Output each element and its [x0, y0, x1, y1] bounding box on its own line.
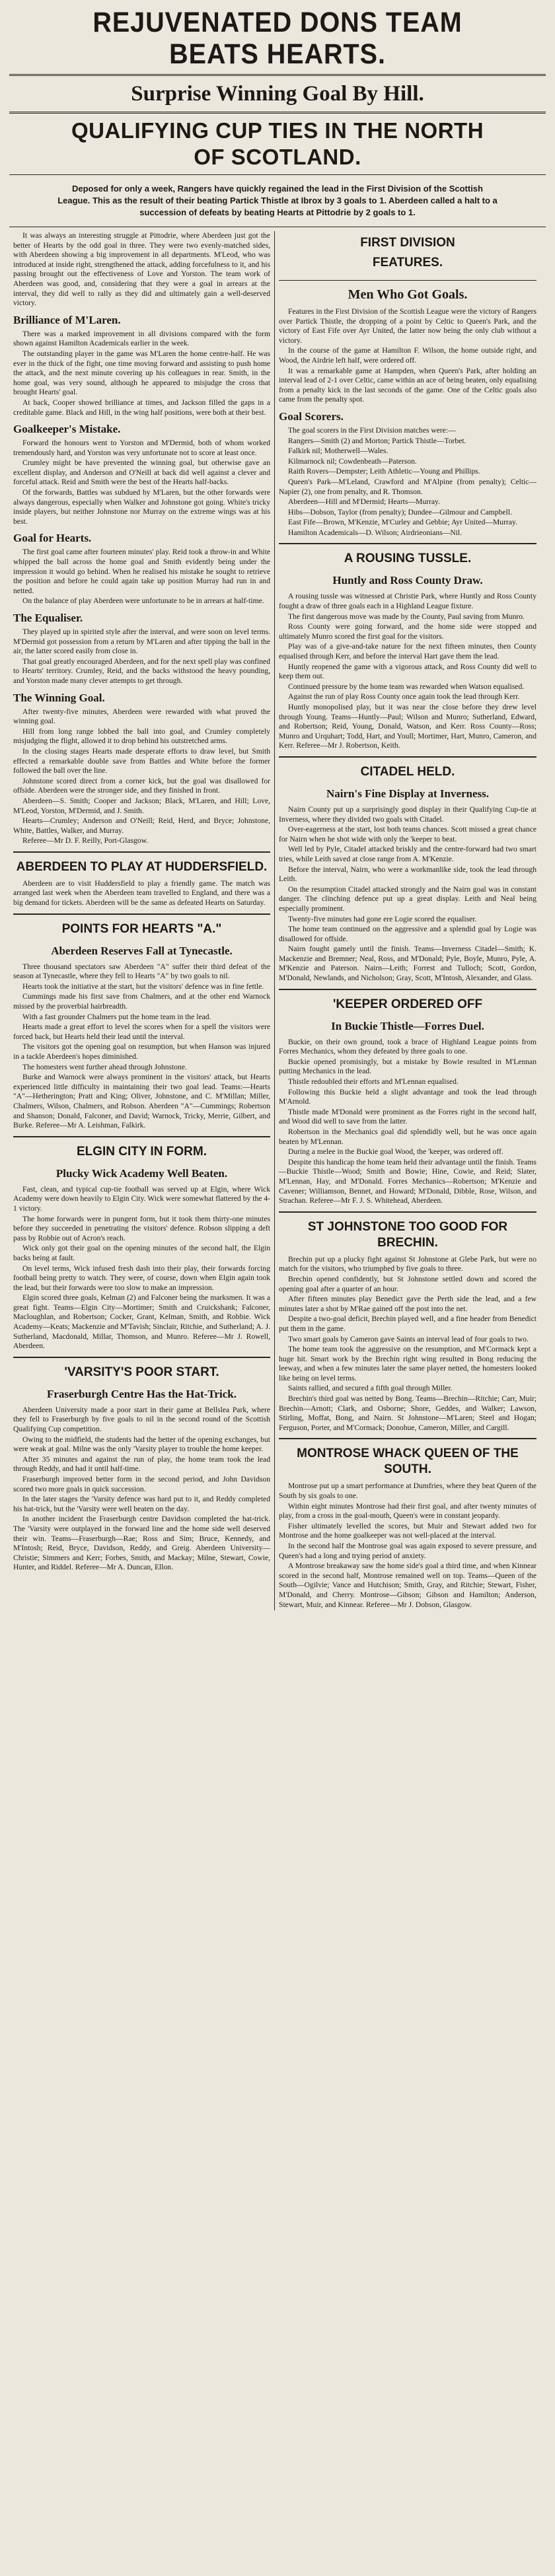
varsity-deck: Fraserburgh Centre Has the Hat-Trick. [47, 1387, 237, 1400]
separator [13, 1357, 270, 1358]
paragraphs-keeper-ordered-off [279, 1038, 536, 1206]
paragraph: The first goal came after fourteen minutes' play. Reid took a throw-in and White whipped the ball across the home goal and Smith evidently being under the impression it would go behind. When he realised his mistake he sought to retrieve the position and before he could again take up position Murray had run in and netted. [13, 548, 270, 595]
paragraph: There was a marked improvement in all divisions compared with the form shown against Hamilton Academicals earlier in the week. [13, 329, 270, 348]
paragraph: In another incident the Fraserburgh centre Davidson completed the hat-trick. The 'Varsity were outplayed in the forward line and the home side well deserved their win. Teams—Fraserburgh—Rae; Ross and Sim; Bruce, Kennedy, and M'Intosh; Reid, Bryce, Davidson, Reddy, and Greig. Aberdeen University—Christie; Simmers and Kerr; Forbes, Smith, and Mackay; Milne, Stewart, Cowie, Hunter, and Riddel. Referee—Mr A. Duncan, Ellon. [13, 1515, 270, 1572]
paragraph: It was a remarkable game at Hampden, when Queen's Park, after holding an interval lead of 2-1 over Celtic, came within an ace of being beaten, only equalising from a penalty kick in the last seconds of the game. One of the Celtic goals also came from the penalty spot. [279, 366, 536, 404]
montrose-headline: MONTROSE WHACK QUEEN OF THE SOUTH. [297, 1447, 519, 1477]
paragraph: Before the interval, Nairn, who were a workmanlike side, took the lead through Leith. [279, 865, 536, 884]
paragraph: East Fife—Brown, M'Kenzie, M'Curley and Gebbie; Ayr United—Murray. [288, 518, 517, 527]
paragraph: The goal scorers in the First Division matches were:— [288, 425, 456, 435]
paragraph: Following this Buckie held a slight advantage and took the lead through M'Arnold. [279, 1087, 536, 1106]
citadel-deck: Nairn's Fine Display at Inverness. [326, 787, 490, 800]
paragraph: Despite this handicap the home team held their advantage until the finish. Teams—Buckie Thistle—Wood; Smith and Bowie; Hine, Cowie, and Reid; Slater, M'Lennan, Hay, and M'Donald. Forres Mechanics—Robertson; M'Kenzie and Cavener; Williamson, Bennet, and Howard; M'Donald, Dibble, Rose, Wilson, and Strachan. Referee—Mr F. J. S. Whitehead, Aberdeen. [279, 1157, 536, 1205]
paragraph: Crumley might be have prevented the winning goal, but otherwise gave an excellent display, and Anderson and O'Neill at back did well against a clever and forceful attack. Reid and Smith were the best of the Hearts half-backs. [13, 458, 270, 487]
paragraph: They played up in spirited style after the interval, and were soon on level terms. M'Dermid got possession from a return by M'Laren and after tipping the ball in the air, the latter scored easily from close in. [13, 627, 270, 656]
paragraph: Features in the First Division of the Scottish League were the victory of Rangers over Partick Thistle, the dropping of a point by Celtic to Queen's Park, and the victory of East Fife over Ayr United, the latter now being the only club without a victory. [279, 307, 536, 345]
keeper-ordered-off-headline: 'KEEPER ORDERED OFF [332, 997, 483, 1011]
paragraph: With a fast grounder Chalmers put the home team in the lead. [22, 1012, 211, 1021]
rule [9, 74, 546, 76]
separator [279, 1438, 536, 1439]
paragraph: A rousing tussle was witnessed at Christie Park, where Huntly and Ross County fought a draw of three goals each in a Highland League fixture. [279, 592, 536, 611]
paragraph: Falkirk nil; Motherwell—Wales. [288, 447, 388, 456]
paragraph: Three thousand spectators saw Aberdeen "A" suffer their third defeat of the season at Tynecastle, where they fell to Hearts "A" by two goals to nil. [13, 962, 270, 981]
paragraph: At back, Cooper showed brilliance at times, and Jackson filled the gaps in a creditable game. Black and Hill, in the wing half positions, were both at their best. [13, 398, 270, 417]
paragraphs-st-johnstone [279, 1255, 536, 1433]
paragraph: Johnstone scored direct from a corner kick, but the goal was disallowed for offside. Aberdeen were the stronger side, and they finished in front. [13, 776, 270, 795]
separator [13, 851, 270, 853]
paragraph: Within eight minutes Montrose had their first goal, and after twenty minutes of play, from a cross in the goal-mouth, Queen's were in constant jeopardy. [279, 1501, 536, 1521]
paragraph: Owing to the midfield, the students had the better of the opening exchanges, but were weak at goal. Milne was the only 'Varsity player to trouble the home keeper. [13, 1435, 270, 1454]
paragraph: Huntly monopolised play, but it was near the close before they drew level through Young. Teams—Huntly—Paul; Wilson and Munro; Sutherland, Edward, and Robertson; Reid, Young, Donald, Watson, and Kerr. Ross County—Ross; Munro and Urquhart; Todd, Hart, and Youll; Mortimer, Hart, Munro, Cameron, and Kerr. Referee—Mr J. Robertson, Keith. [279, 703, 536, 750]
paragraph: In the later stages the 'Varsity defence was hard put to it, and Reddy completed his hat-trick, but the 'Varsity were well beaten on the day. [13, 1495, 270, 1513]
subhead-goal-hearts: Goal for Hearts. [13, 532, 92, 545]
paragraph: Elgin scored three goals, Kelman (2) and Falconer being the marksmen. It was a great fight. Teams—Elgin City—Mortimer; Smith and Cruickshank; Falconer, Macloughlan, and Robertson; Cocker, Grant, Kelman, Smith, and Robbie. Wick Academy—Keats; Mackenzie and M'Tavish; Sinclair, Ritchie, and Sutherland; A. J. Sutherland, Macdonald, Millar, Thomson, and Munro. Referee—Mr J. Rowell, Aberdeen. [13, 1293, 270, 1351]
qualifying-headline-line-2: OF SCOTLAND. [194, 145, 361, 169]
paragraphs-montrose [279, 1482, 536, 1610]
elgin-deck: Plucky Wick Academy Well Beaten. [56, 1166, 228, 1180]
paragraph: Brechin put up a plucky fight against St Johnstone at Glebe Park, but were no match for the visitors, who triumphed by five goals to three. [279, 1254, 536, 1273]
paragraph: Of the forwards, Battles was subdued by M'Laren, but the other forwards were always dangerous, especially when Walker and Johnstone got going. White's tricky inside players, but neither Johnstone nor Murray on the extreme wings was at his best. [13, 488, 270, 526]
left-column [9, 231, 275, 1610]
st-johnstone-headline: ST JOHNSTONE TOO GOOD FOR BRECHIN. [307, 1219, 508, 1250]
paragraph: Aberdeen—Hill and M'Dermid; Hearts—Murray. [288, 497, 440, 507]
paragraph: That goal greatly encouraged Aberdeen, and for the next spell play was confined to Hearts' territory. Crumley, Reid, and the backs withstood the heavy pounding, and Yorston made many clever attempts to get through. [13, 657, 270, 685]
paragraph: The outstanding player in the game was M'Laren the home centre-half. He was ever in the thick of the fight, one time moving forward and assisting to push home the attack, and the next minute covering up his colleagues in rear. Smith, in the home goal, was very sound, although he appeared to misjudge the cross that brought Hearts' goal. [13, 349, 270, 397]
paragraph: Forward the honours went to Yorston and M'Dermid, both of whom worked tremendously hard, and Yorston was very unfortunate not to score at least once. [13, 439, 270, 457]
paragraph: Hill from long range lobbed the ball into goal, and Crumley completely misjudging the flight, allowed it to drop behind his outstretched arms. [13, 727, 270, 746]
paragraph: Hamilton Academicals—D. Wilson; Airdrieonians—Nil. [288, 528, 462, 537]
paragraph: Hearts—Crumley; Anderson and O'Neill; Reid, Herd, and Bryce; Johnstone, White, Battles, Walker, and Murray. [13, 816, 270, 835]
paragraph: The visitors got the opening goal on resumption, but when Hanson was injured in a tackle Aberdeen's hopes diminished. [13, 1042, 270, 1061]
paragraph: In the course of the game at Hamilton F. Wilson, the home outside right, and Wood, the Airdrie left half, were ordered off. [279, 346, 536, 365]
paragraph: Thistle made M'Donald were prominent as the Forres right in the second half, and Wood did well to save from the latter. [279, 1107, 536, 1126]
paragraphs-goal-hearts [13, 548, 270, 606]
qualifying-headline-line-1: QUALIFYING CUP TIES IN THE NORTH [71, 118, 484, 143]
paragraph: After 35 minutes and against the run of play, the home team took the lead through Reddy, and had it until half-time. [13, 1454, 270, 1474]
columns [9, 231, 546, 1610]
paragraph: Brechin's third goal was netted by Bong. Teams—Brechin—Ritchie; Carr, Muir; Brechin—Arnott; Clark, and Osborne; Shore, Geddes, and Walker; Lawson, Stirling, Moffat, Bong, and Nairn. St Johnstone—M'Laren; Steel and Hogan; Ferguson, Porter, and M'Cormack; Donohue, Cameron, Miller, and Cargill. [279, 1394, 536, 1432]
paragraph: Twenty-five minutes had gone ere Logie scored the equaliser. [288, 914, 477, 923]
paragraphs-brilliance [13, 330, 270, 417]
paragraphs-elgin [13, 1185, 270, 1351]
separator [279, 989, 536, 990]
paragraph: Play was of a give-and-take nature for the next fifteen minutes, then County equalised through Kerr, and before the interval Hart gave them the lead. [279, 642, 536, 661]
subhead-winning-goal: The Winning Goal. [13, 691, 105, 704]
paragraph: In the closing stages Hearts made desperate efforts to draw level, but Smith effected a remarkable double save from Battles and White before the former followed the ball over the line. [13, 746, 270, 775]
paragraph: Buckie opened promisingly, but a mistake by Bowie resulted in M'Lennan putting Mechanics in the lead. [279, 1057, 536, 1076]
separator [279, 543, 536, 544]
paragraph: After fifteen minutes play Benedict gave the Perth side the lead, and a few minutes later a shot by M'Rae gained off the post into the net. [279, 1295, 536, 1313]
deck-summary: Deposed for only a week, Rangers have quickly regained the lead in the First Division of the Scottish League. This as the result of their beating Partick Thistle at Ibrox by 3 goals to 1. Aberdeen called a halt to a succession of defeats by beating Hearts at Pittodrie by 2 goals to 1. [57, 184, 498, 217]
paragraph: Aberdeen—S. Smith; Cooper and Jackson; Black, M'Laren, and Hill; Love, M'Leod, Yorston, M'Dermid, and J. Smith. [13, 796, 270, 815]
subheadline-surprise: Surprise Winning Goal By Hill. [131, 82, 424, 106]
paragraph: Saints rallied, and secured a fifth goal through Miller. [288, 1384, 453, 1393]
paragraph: Robertson in the Mechanics goal did splendidly well, but he was once again beaten by M'Lennan. [279, 1127, 536, 1146]
paragraph: Wick only got their goal on the opening minutes of the second half, the Elgin backs being at fault. [13, 1244, 270, 1262]
separator [13, 1136, 270, 1137]
paragraph: On the resumption Citadel attacked strongly and the Nairn goal was in constant danger. The clinching defence put up a great display. Leith and Neal being especially prominent. [279, 884, 536, 913]
paragraph: Continued pressure by the home team was rewarded when Watson equalised. [288, 682, 525, 691]
main-headline-line-2: BEATS HEARTS. [169, 38, 386, 70]
paragraph: After twenty-five minutes, Aberdeen were rewarded with what proved the winning goal. [13, 707, 270, 726]
paragraphs-first-division [279, 307, 536, 405]
right-column [275, 231, 540, 1610]
paragraph: Buckie, on their own ground, took a brace of Highland League points from Forres Mechanics, whom they defeated by three goals to one. [279, 1037, 536, 1056]
points-headline: POINTS FOR HEARTS "A." [61, 921, 222, 936]
paragraph: Aberdeen are to visit Huddersfield to play a friendly game. The match was arranged last week when the Aberdeen team travelled to England, and there was a big demand for tickets. Aberdeen will be the same as defeated Hearts on Saturday. [13, 878, 270, 908]
paragraph: Burke and Warnock were always prominent in the visitors' attack, but Hearts experienced little difficulty in maintaining their two goal lead. Teams:—Hearts "A"—Hetherington; Pratt and King; Oliver, Johnstone, and C. M'Millan; Miller, Chalmers, Wilson, Chalmers, and Robson. Aberdeen "A"—Cummings; Robertson and Shanson; Donald, Falconer, and David; Warnock, Tricky, Merrie, Gilbert, and Burke. Referee—Mr A. Leishman, Falkirk. [13, 1073, 270, 1130]
paragraphs-goal-scorers [279, 426, 536, 538]
main-headline-line-1: REJUVENATED DONS TEAM [92, 7, 462, 38]
paragraphs-rousing-tussle [279, 592, 536, 751]
rule [9, 174, 546, 175]
paragraph: Fast, clean, and typical cup-tie football was served up at Elgin, where Wick Academy were down heavily to Elgin City. Wick were somewhat flattered by the 4-1 victory. [13, 1184, 270, 1213]
paragraphs-citadel [279, 805, 536, 984]
paragraph: Fraserburgh improved better form in the second period, and John Davidson scored two more goals in quick succession. [13, 1475, 270, 1493]
paragraph: The first dangerous move was made by the County, Paul saving from Munro. [288, 612, 525, 621]
subhead-goal-scorers: Goal Scorers. [279, 410, 344, 423]
paragraph: Aberdeen University made a poor start in their game at Bellslea Park, where they fell to Fraserburgh by five goals to nil in the second round of the Scottish Qualifying Cup competition. [13, 1405, 270, 1434]
first-division-headline-2: FEATURES. [372, 256, 443, 269]
elgin-headline: ELGIN CITY IN FORM. [76, 1144, 207, 1159]
paragraph: In the second half the Montrose goal was again exposed to severe pressure, and Queen's had a long and trying period of anxiety. [279, 1542, 536, 1560]
paragraphs-equaliser [13, 627, 270, 686]
paragraph: Hibs—Dobson, Taylor (from penalty); Dundee—Gilmour and Campbell. [288, 507, 512, 517]
paragraph: The home forwards were in pungent form, but it took them thirty-one minutes before they succeeded in penetrating the visitors' defence. Robson slipping a deft pass by Robbie out of Acron's reach. [13, 1214, 270, 1242]
varsity-headline: 'VARSITY'S POOR START. [64, 1365, 219, 1379]
paragraph: Two smart goals by Cameron gave Saints an interval lead of four goals to two. [288, 1334, 529, 1343]
paragraph: Nairn County put up a surprisingly good display in their Qualifying Cup-tie at Inverness, where they divided two goals with Citadel. [279, 805, 536, 824]
points-deck: Aberdeen Reserves Fall at Tynecastle. [51, 944, 233, 957]
separator [279, 756, 536, 758]
paragraph: Cummings made his first save from Chalmers, and at the other end Warnock missed by the proverbial hairbreadth. [13, 992, 270, 1011]
keeper-ordered-off-deck: In Buckie Thistle—Forres Duel. [331, 1019, 484, 1032]
paragraph: It was always an interesting struggle at Pittodrie, where Aberdeen just got the better of Hearts by the odd goal in three. They were two evenly-matched sides, with Aberdeen showing a big improvement in all departments. M'Leod, who was introduced at inside right, strengthened the attack, adding forcefulness to it, and his passing brought out the effectiveness of Love and Yorston. The team work of Aberdeen was good, and, considering that they were a goal in arrears at the interval, they did well to rally as they did and ultimately gain a well-deserved victory. [13, 231, 270, 308]
paragraph: Against the run of play Ross County once again took the lead through Kerr. [288, 692, 520, 701]
rousing-tussle-deck: Huntly and Ross County Draw. [332, 574, 483, 587]
paragraph: Well led by Pyle, Citadel attacked briskly and the centre-forward had two smart tries, while Leith saved at close range from A. M'Kenzie. [279, 845, 536, 863]
paragraphs-winning-goal [13, 707, 270, 846]
paragraph: During a melee in the Buckie goal Wood, the 'keeper, was ordered off. [288, 1147, 503, 1157]
paragraph: Huntly reopened the game with a vigorous attack, and Ross County did well to keep them out. [279, 662, 536, 681]
paragraph: Despite a two-goal deficit, Brechin played well, and a fine header from Benedict put them in the game. [279, 1314, 536, 1333]
paragraph: Referee—Mr D. F. Reilly, Port-Glasgow. [22, 836, 149, 845]
separator [279, 1211, 536, 1213]
first-division-deck: Men Who Got Goals. [348, 287, 468, 302]
paragraph: The homesters went further ahead through Johnstone. [22, 1062, 187, 1071]
newspaper-page [9, 7, 546, 2569]
paragraph: A Montrose breakaway saw the home side's goal a third time, and when Kinnear scored in the second half, Montrose remained well on top. Teams—Queen of the South—Ogilvie; Vance and Hutchison; Smith, Gray, and Ritchie; Stewart, Fisher, M'Donald, and Cherry. Montrose—Gibson; Gibson and Hamilton; Anderson, Stewart, Muir, and Kinnear. Referee—Mr J. Dobson, Glasgow. [279, 1561, 536, 1609]
huddersfield-headline: ABERDEEN TO PLAY AT HUDDERSFIELD. [16, 859, 268, 874]
subhead-brilliance: Brilliance of M'Laren. [13, 313, 121, 326]
paragraph: On the balance of play Aberdeen were unfortunate to be in arrears at half-time. [22, 596, 264, 606]
citadel-headline: CITADEL HELD. [360, 764, 455, 779]
paragraphs-points [13, 962, 270, 1131]
paragraphs-huddersfield [13, 879, 270, 908]
paragraph: On level terms, Wick infused fresh dash into their play, their forwards forcing football being pretty to watch. They were, of course, down when Elgin again took the lead, but their forwards were too slow to make an impression. [13, 1264, 270, 1292]
paragraph: Montrose put up a smart performance at Dumfries, where they beat Queen of the South by six goals to one. [279, 1482, 536, 1501]
separator [279, 280, 536, 281]
first-division-headline-1: FIRST DIVISION [360, 236, 455, 250]
paragraph: Rangers—Smith (2) and Morton; Partick Thistle—Torbet. [288, 436, 466, 445]
paragraphs-goalkeeper [13, 439, 270, 526]
paragraph: Hearts took the initiative at the start, but the visitors' defence was in fine fettle. [22, 982, 264, 991]
rousing-tussle-headline: A ROUSING TUSSLE. [344, 552, 472, 566]
paragraph: Nairn fought gamely until the finish. Teams—Inverness Citadel—Smith; K. Mackenzie and Bremner; Neal, Ross, and M'Donald; Pyle, Boyle, Munro, Pyle, A. M'Kenzie and Paterson. Nairn—Leith; Forrest and Tulloch; Scott, Gordon, M'Donald, Newlands, and Nicholson; Gray, Scott, M'Intosh, Alexander, and Glass. [279, 945, 536, 983]
paragraph: Ross County were going forward, and the home side were stopped and ultimately Munro scored the first goal for the visitors. [279, 622, 536, 641]
subhead-equaliser: The Equaliser. [13, 612, 83, 624]
intro-paragraphs [13, 231, 270, 308]
subhead-goalkeeper: Goalkeeper's Mistake. [13, 423, 121, 436]
paragraph: Over-eagerness at the start, lost both teams chances. Scott missed a great chance for Nairn when he shot wide with only the 'keeper to beat. [279, 825, 536, 843]
paragraph: The home team continued on the aggressive and a splendid goal by Logie was disallowed for offside. [279, 925, 536, 943]
paragraph: Raith Rovers—Dempster; Leith Athletic—Young and Phillips. [288, 467, 480, 476]
rule [9, 112, 546, 114]
paragraph: The home team took the aggressive on the resumption, and M'Cormack kept a huge hit. Smart work by the Brechin right wing resulted in Bong reducing the leeway, and when a few minutes later the same player netted, the homesters looked like being on level terms. [279, 1345, 536, 1382]
paragraphs-varsity [13, 1406, 270, 1573]
paragraph: Kilmarnock nil; Cowdenbeath—Paterson. [288, 456, 417, 466]
paragraph: Fisher ultimately levelled the scores, but Muir and Stewart added two for Montrose and the home goalkeeper was not well-placed at the interval. [279, 1521, 536, 1540]
paragraph: Queen's Park—M'Leland, Crawford and M'Alpine (from penalty); Celtic—Napier (2), one from penalty, and R. Thomson. [279, 477, 536, 496]
paragraph: Brechin opened confidently, but St Johnstone settled down and scored the opening goal after a quarter of an hour. [279, 1274, 536, 1293]
paragraph: Thistle redoubled their efforts and M'Lennan equalised. [288, 1077, 459, 1087]
paragraph: Hearts made a great effort to level the scores when for a spell the visitors were forced back, but Hearts held their lead until the interval. [13, 1022, 270, 1041]
separator [13, 913, 270, 915]
